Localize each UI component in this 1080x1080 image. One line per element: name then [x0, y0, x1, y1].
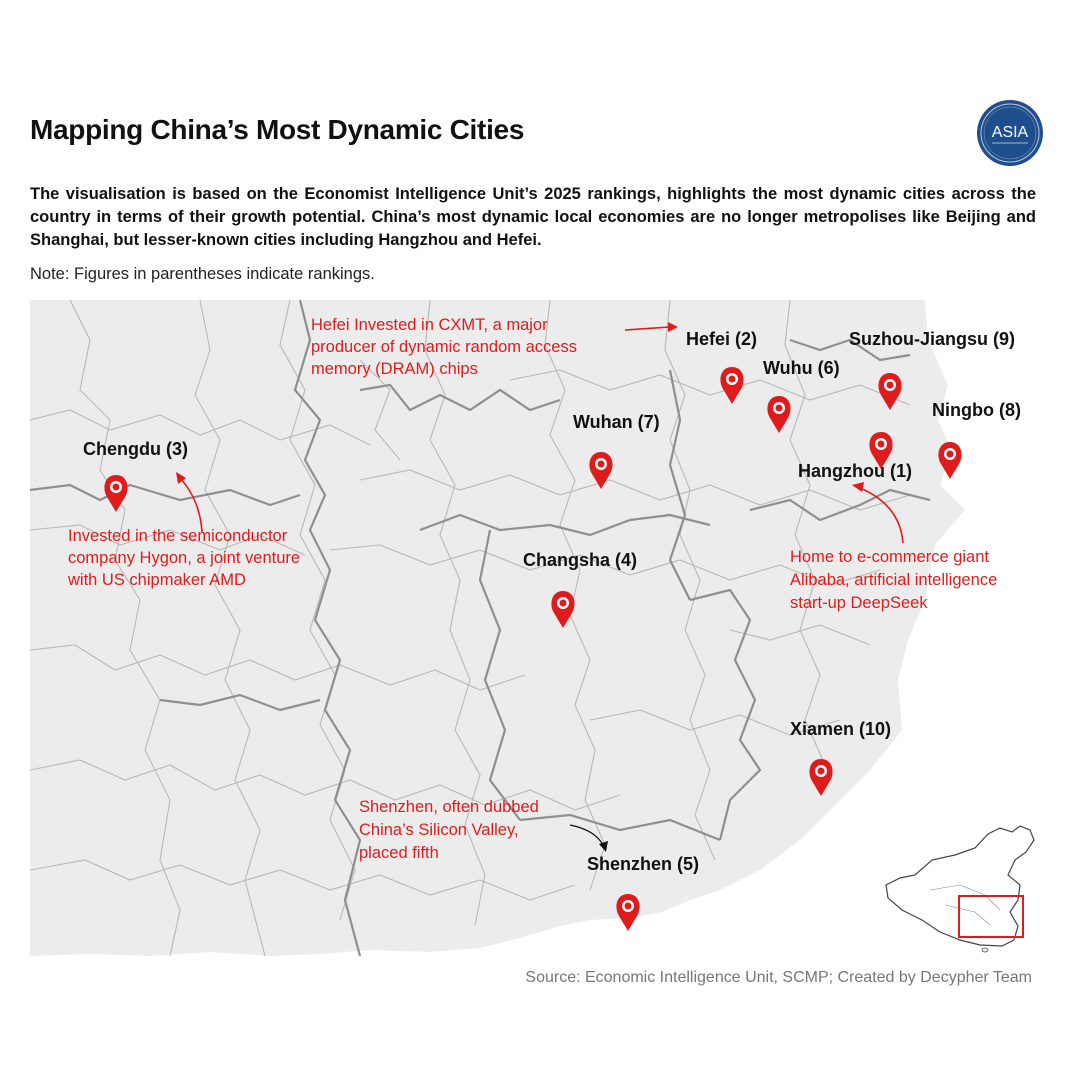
label-wuhu: Wuhu (6) — [763, 358, 840, 378]
annotation-hefei-line1: Hefei Invested in CXMT, a major — [311, 316, 548, 334]
annotation-hefei-line2: producer of dynamic random access — [311, 338, 577, 356]
annotation-chengdu-line1: Invested in the semiconductor — [68, 527, 288, 545]
description: The visualisation is based on the Economist Intelligence Unit’s 2025 rankings, highlights the most dynamic cities across the country in terms of their growth potential. China’s most dynamic local economies are no longer metropolises like Beijing and Shanghai, but lesser-known cities including Hangzhou and Hefei. — [30, 185, 1036, 249]
annotation-chengdu-line3: with US chipmaker AMD — [68, 571, 246, 589]
land-mass — [30, 300, 965, 956]
marker-shenzhen[interactable] — [616, 894, 639, 931]
label-hefei: Hefei (2) — [686, 329, 758, 349]
label-hangzhou: Hangzhou (1) — [798, 461, 912, 481]
label-xiamen: Xiamen (10) — [790, 719, 892, 739]
label-chengdu: Chengdu (3) — [83, 439, 188, 459]
inset-map — [886, 826, 1034, 952]
annotation-hangzhou-line1: Home to e-commerce giant — [790, 548, 989, 566]
annotation-hefei-line3: memory (DRAM) chips — [311, 360, 478, 378]
logo-text: ASIA — [991, 124, 1029, 141]
label-changsha: Changsha (4) — [523, 550, 638, 570]
annotation-shenzhen-line1: Shenzhen, often dubbed — [359, 798, 539, 816]
annotation-shenzhen-line2: China’s Silicon Valley, — [359, 821, 519, 839]
source-credit: Source: Economic Intelligence Unit, SCMP; Created by Decypher Team — [525, 969, 1032, 986]
label-ningbo: Ningbo (8) — [932, 400, 1021, 420]
label-wuhan: Wuhan (7) — [573, 412, 660, 432]
annotation-chengdu-line2: company Hygon, a joint venture — [68, 549, 301, 567]
annotation-shenzhen-line3: placed fifth — [359, 844, 439, 862]
label-suzhou-jiangsu: Suzhou-Jiangsu (9) — [849, 329, 1015, 349]
map — [30, 300, 1050, 960]
page-title: Mapping China’s Most Dynamic Cities — [30, 114, 525, 145]
asia-logo — [976, 99, 1044, 167]
annotation-hangzhou-line2: Alibaba, artificial intelligence — [790, 571, 998, 589]
annotation-hangzhou-line3: start-up DeepSeek — [790, 594, 928, 612]
note: Note: Figures in parentheses indicate rankings. — [30, 265, 375, 283]
label-shenzhen: Shenzhen (5) — [587, 854, 700, 874]
